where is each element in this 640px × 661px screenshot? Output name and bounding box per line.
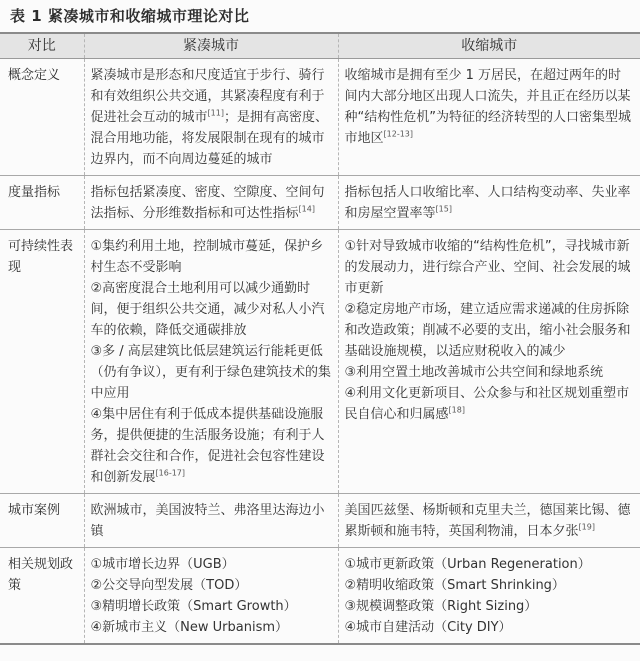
row-label: 概念定义 — [0, 59, 84, 176]
list-item: ②公交导向型发展（TOD） — [90, 578, 248, 593]
list-item: ③多 / 高层建筑比低层建筑运行能耗更低（仍有争议），更有利于绿色建筑技术的集中应用 — [90, 344, 332, 401]
cell-text: 指标包括紧凑度、密度、空隙度、空间句法指标、分形维数指标和可达性指标 — [90, 185, 325, 221]
citation: [16-17] — [155, 468, 186, 478]
list-item: ①集约利用土地，控制城市蔓延，保护乡村生态不受影响 — [90, 239, 324, 275]
list-item-text: ④集中居住有利于低成本提供基础设施服务，提供便捷的生活服务设施；有利于人群社会交往和合作，促进社会包容性建设和创新发展 — [90, 407, 325, 485]
compact-cell — [84, 176, 338, 230]
row-label: 度量指标 — [0, 176, 84, 230]
list-item — [345, 383, 635, 425]
compact-cell — [84, 548, 338, 645]
list-item: ②精明收缩政策（Smart Shrinking） — [344, 578, 565, 593]
header-compact-city: 紧凑城市 — [84, 33, 338, 59]
shrinking-cell — [338, 548, 640, 645]
comparison-table — [0, 32, 640, 645]
citation: [15] — [435, 204, 452, 214]
list-item-text: ④利用文化更新项目、公众参与和社区规划重塑市民自信心和归属感 — [344, 386, 630, 422]
table-header-row — [0, 33, 640, 59]
table-row — [0, 548, 640, 645]
citation: [14] — [298, 204, 315, 214]
cell-text: 美国匹兹堡、杨斯顿和克里夫兰，德国莱比锡、德累斯顿和施韦特，英国利物浦，日本夕张 — [344, 503, 631, 539]
shrinking-cell — [338, 494, 640, 548]
row-label: 相关规划政策 — [0, 548, 84, 645]
header-comparison: 对比 — [0, 33, 84, 59]
header-shrinking-city: 收缩城市 — [338, 33, 640, 59]
list-item: ②高密度混合土地利用可以减少通勤时间，便于组织公共交通，减少对私人小汽车的依赖，降低交通碳排放 — [90, 281, 325, 338]
row-label: 城市案例 — [0, 494, 84, 548]
list-item: ④城市自建活动（City DIY） — [344, 620, 512, 635]
shrinking-cell — [338, 230, 640, 494]
cell-text: ；是拥有高密度、混合用地功能，将发展限制在现有的城市边界内，而不向周边蔓延的城市 — [90, 110, 328, 167]
table-row — [0, 494, 640, 548]
citation: [18] — [448, 405, 465, 415]
shrinking-cell — [338, 176, 640, 230]
list-item: ③精明增长政策（Smart Growth） — [90, 599, 297, 614]
cell-text: 指标包括人口收缩比率、人口结构变动率、失业率和房屋空置率等 — [344, 185, 631, 221]
list-item: ③规模调整政策（Right Sizing） — [344, 599, 538, 614]
table-row — [0, 230, 640, 494]
cell-text: 欧洲城市，美国波特兰、弗洛里达海边小镇 — [90, 503, 325, 539]
cell-text: 收缩城市是拥有至少 1 万居民，在超过两年的时间内大部分地区出现人口流失，并且正在经历以某种“结构性危机”为特征的经济转型的人口密集型城市地区 — [344, 68, 631, 146]
list-item: ①城市增长边界（UGB） — [90, 557, 235, 572]
list-item: ①针对导致城市收缩的“结构性危机”，寻找城市新的发展动力，进行综合产业、空间、社会发展的城市更新 — [344, 239, 631, 296]
compact-cell — [84, 59, 338, 176]
table-row — [0, 176, 640, 230]
citation: [11] — [207, 108, 224, 118]
list-item: ③利用空置土地改善城市公共空间和绿地系统 — [344, 365, 604, 380]
compact-cell — [84, 230, 338, 494]
citation: [19] — [578, 522, 595, 532]
table-title: 表 1 紧凑城市和收缩城市理论对比 — [10, 7, 250, 25]
shrinking-cell — [338, 59, 640, 176]
compact-cell — [84, 494, 338, 548]
row-label: 可持续性表现 — [0, 230, 84, 494]
list-item: ②稳定房地产市场，建立适应需求递减的住房拆除和改造政策；削减不必要的支出，缩小社会服务和基础设施规模，以适应财税收入的减少 — [344, 302, 631, 359]
list-item: ①城市更新政策（Urban Regeneration） — [344, 557, 591, 572]
citation: [12-13] — [383, 129, 414, 139]
list-item: ④新城市主义（New Urbanism） — [90, 620, 289, 635]
list-item — [91, 404, 332, 488]
cell-text: 紧凑城市是形态和尺度适宜于步行、骑行和有效组织公共交通，其紧凑程度有利于促进社会互动的城市 — [90, 68, 325, 125]
table-row — [0, 59, 640, 176]
